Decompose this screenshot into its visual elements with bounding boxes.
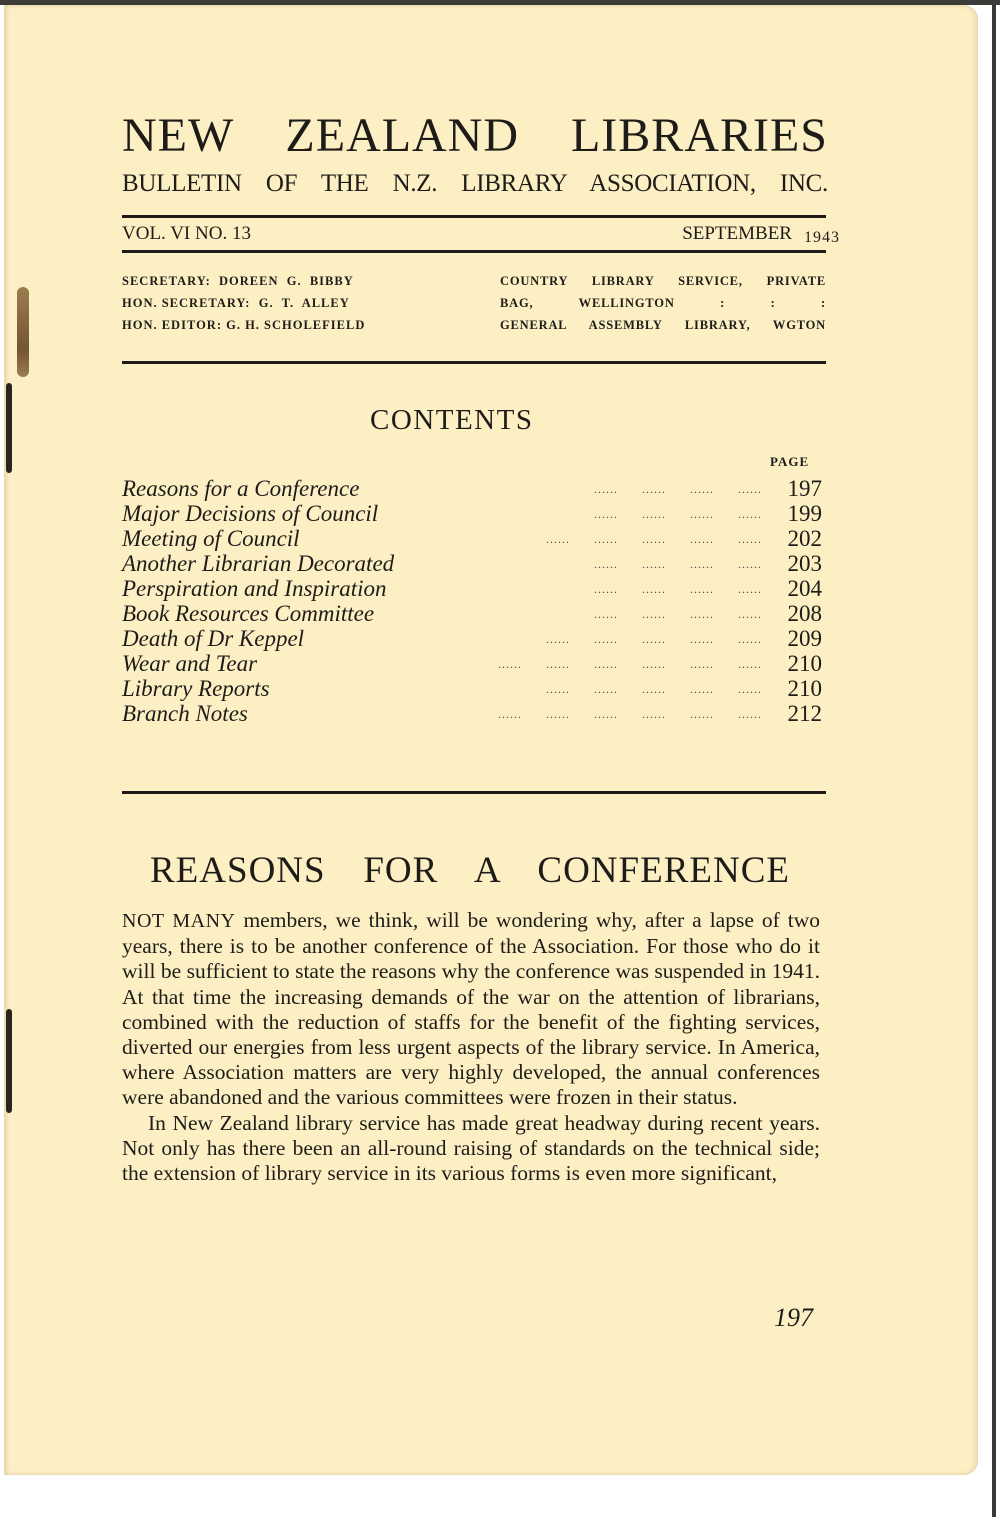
masthead-rule-bottom bbox=[122, 250, 826, 253]
toc-entry-title: Reasons for a Conference bbox=[122, 476, 360, 501]
address-line: COUNTRY LIBRARY SERVICE, PRIVATE bbox=[500, 274, 826, 288]
toc-leader-dots: ...... ...... ...... ...... bbox=[594, 507, 762, 521]
toc-entry-title: Death of Dr Keppel bbox=[122, 626, 305, 651]
officer-secretary: SECRETARY: DOREEN G. BIBBY bbox=[122, 274, 354, 288]
toc-leader-dots: ...... ...... ...... ...... bbox=[594, 582, 762, 596]
toc-leader-dots: ...... ...... ...... ...... bbox=[594, 482, 762, 496]
address-line: GENERAL ASSEMBLY LIBRARY, WGTON bbox=[500, 318, 826, 332]
toc-entry-page: 208 bbox=[787, 601, 822, 626]
toc-entry bbox=[122, 676, 822, 701]
page-column-label: PAGE bbox=[770, 454, 810, 469]
toc-leader-dots: ...... ...... ...... ...... bbox=[594, 607, 762, 621]
toc-entry-page: 204 bbox=[787, 576, 822, 601]
toc-leader-dots: ...... ...... ...... ...... ...... bbox=[546, 682, 762, 696]
officers-addresses bbox=[500, 270, 826, 336]
toc-entry-page: 202 bbox=[787, 526, 822, 551]
toc-entry-page: 197 bbox=[787, 476, 822, 501]
issue-line bbox=[122, 221, 840, 247]
toc-entry bbox=[122, 576, 822, 601]
toc-entry-title: Branch Notes bbox=[122, 701, 248, 726]
ink-stain bbox=[17, 287, 29, 377]
toc-entry bbox=[122, 501, 822, 526]
table-of-contents bbox=[122, 476, 822, 726]
toc-leader-dots: ...... ...... ...... ...... ...... bbox=[546, 532, 762, 546]
toc-entry bbox=[122, 526, 822, 551]
issue-month: SEPTEMBER bbox=[682, 223, 792, 244]
issue-date bbox=[682, 221, 840, 248]
toc-entry-title: Perspiration and Inspiration bbox=[122, 576, 387, 601]
toc-entry bbox=[122, 701, 822, 726]
toc-leader-dots: ...... ...... ...... ...... ...... ...... bbox=[498, 707, 762, 721]
toc-entry-page: 212 bbox=[787, 701, 822, 726]
toc-leader-dots: ...... ...... ...... ...... bbox=[594, 557, 762, 571]
page-number: 197 bbox=[774, 1303, 813, 1332]
toc-entry bbox=[122, 476, 822, 501]
toc-entry-title: Wear and Tear bbox=[122, 651, 258, 676]
toc-entry bbox=[122, 651, 822, 676]
publication-title: NEW ZEALAND LIBRARIES bbox=[122, 109, 828, 162]
officers-list bbox=[122, 270, 365, 336]
toc-entry-title: Major Decisions of Council bbox=[122, 501, 379, 526]
section-rule bbox=[122, 791, 826, 794]
publication-subtitle: BULLETIN OF THE N.Z. LIBRARY ASSOCIATION, INC. bbox=[122, 170, 828, 197]
toc-entry-page: 210 bbox=[787, 651, 822, 676]
toc-leader-dots: ...... ...... ...... ...... ...... bbox=[546, 632, 762, 646]
section-rule bbox=[122, 361, 826, 364]
scan-border-right bbox=[992, 0, 996, 1517]
volume-number: VOL. VI NO. 13 bbox=[122, 223, 251, 244]
toc-entry-page: 210 bbox=[787, 676, 822, 701]
article-paragraph bbox=[122, 908, 820, 1111]
article-body bbox=[122, 908, 820, 1186]
toc-entry bbox=[122, 601, 822, 626]
toc-entry-title: Another Librarian Decorated bbox=[122, 551, 395, 576]
officer-hon-editor: HON. EDITOR: G. H. SCHOLEFIELD bbox=[122, 318, 366, 332]
toc-entry bbox=[122, 626, 822, 651]
article-paragraph: In New Zealand library service has made great headway during recent years. Not only has there been an all-round raising of standards on the technical side; the extension of library service in its various forms is even more significant, bbox=[122, 1110, 820, 1186]
issue-year: 1943 bbox=[804, 229, 840, 246]
toc-entry-page: 199 bbox=[787, 501, 822, 526]
masthead-rule-top bbox=[122, 215, 826, 218]
toc-entry-page: 209 bbox=[787, 626, 822, 651]
toc-leader-dots: ...... ...... ...... ...... ...... ...... bbox=[498, 657, 762, 671]
article-heading: REASONS FOR A CONFERENCE bbox=[150, 850, 790, 891]
address-line: BAG, WELLINGTON : : : bbox=[500, 296, 826, 310]
paragraph-text: members, we think, will be wondering why, after a lapse of two years, there is to be another conference of the Association. For those who do it will be sufficient to state the reasons why the conference was suspended in 1941. At that time the increasing demands of the war on the attention of librarians, combined with the reduction of staffs for the benefit of the fighting services, diverted our energies from less urgent aspects of the library service. In America, where Association matters are very highly developed, the annual conferences were abandoned and the various committees were frozen in their status. bbox=[122, 908, 821, 1110]
officer-hon-secretary: HON. SECRETARY: G. T. ALLEY bbox=[122, 296, 350, 310]
contents-heading: CONTENTS bbox=[370, 404, 534, 436]
toc-entry-page: 203 bbox=[787, 551, 822, 576]
toc-entry-title: Book Resources Committee bbox=[122, 601, 375, 626]
edge-mark bbox=[6, 383, 12, 473]
toc-entry bbox=[122, 551, 822, 576]
toc-entry-title: Meeting of Council bbox=[122, 526, 300, 551]
toc-entry-title: Library Reports bbox=[122, 676, 270, 701]
edge-mark bbox=[6, 1009, 12, 1113]
lead-in: NOT MANY bbox=[122, 910, 236, 932]
